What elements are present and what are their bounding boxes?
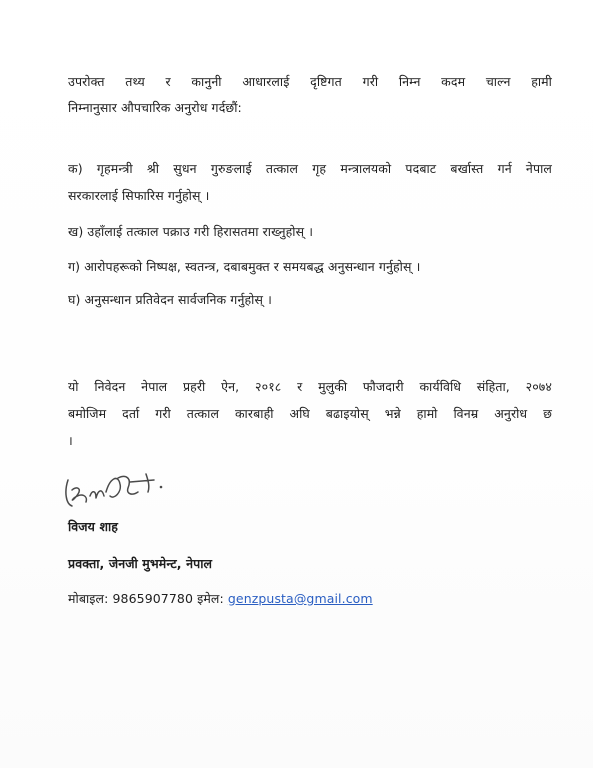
email-link[interactable]: genzpusta@gmail.com — [227, 591, 373, 606]
request-ka-line-1: क) गृहमन्त्री श्री सुधन गुरुङलाई तत्काल गृह मन्त्रालयको पदबाट बर्खास्त गर्न नेपाल — [68, 161, 552, 176]
contact-line — [68, 590, 373, 607]
request-kha: ख) उहाँलाई तत्काल पक्राउ गरी हिरासतमा राख्नुहोस् । — [68, 224, 314, 239]
request-ka-line-2: सरकारलाई सिफारिस गर्नुहोस् । — [68, 188, 210, 203]
closing-line-1: यो निवेदन नेपाल प्रहरी ऐन, २०१८ र मुलुकी फौजदारी कार्यविधि संहिता, २०७४ — [68, 379, 552, 394]
closing-line-3: । — [68, 433, 73, 448]
intro-line-2: निम्नानुसार औपचारिक अनुरोध गर्दछौं: — [68, 100, 242, 115]
signature-dot — [160, 486, 163, 489]
contact-prefix: मोबाइल: 9865907780 इमेल: — [68, 591, 224, 606]
signatory-name: विजय शाह — [68, 519, 119, 534]
signature-stroke — [66, 474, 154, 506]
signatory-title: प्रवक्ता, जेनजी मुभमेन्ट, नेपाल — [68, 556, 213, 571]
request-ga: ग) आरोपहरूको निष्पक्ष, स्वतन्त्र, दबाबमुक्त र समयबद्ध अनुसन्धान गर्नुहोस् । — [68, 259, 421, 274]
intro-line-1: उपरोक्त तथ्य र कानुनी आधारलाई दृष्टिगत गरी निम्न कदम चाल्न हामी — [68, 74, 552, 89]
closing-line-2: बमोजिम दर्ता गरी तत्काल कारबाही अघि बढाइयोस् भन्ने हामो विनम्र अनुरोध छ — [68, 406, 552, 421]
handwritten-signature — [60, 460, 170, 510]
request-gha: घ) अनुसन्धान प्रतिवेदन सार्वजनिक गर्नुहोस् । — [68, 292, 272, 307]
